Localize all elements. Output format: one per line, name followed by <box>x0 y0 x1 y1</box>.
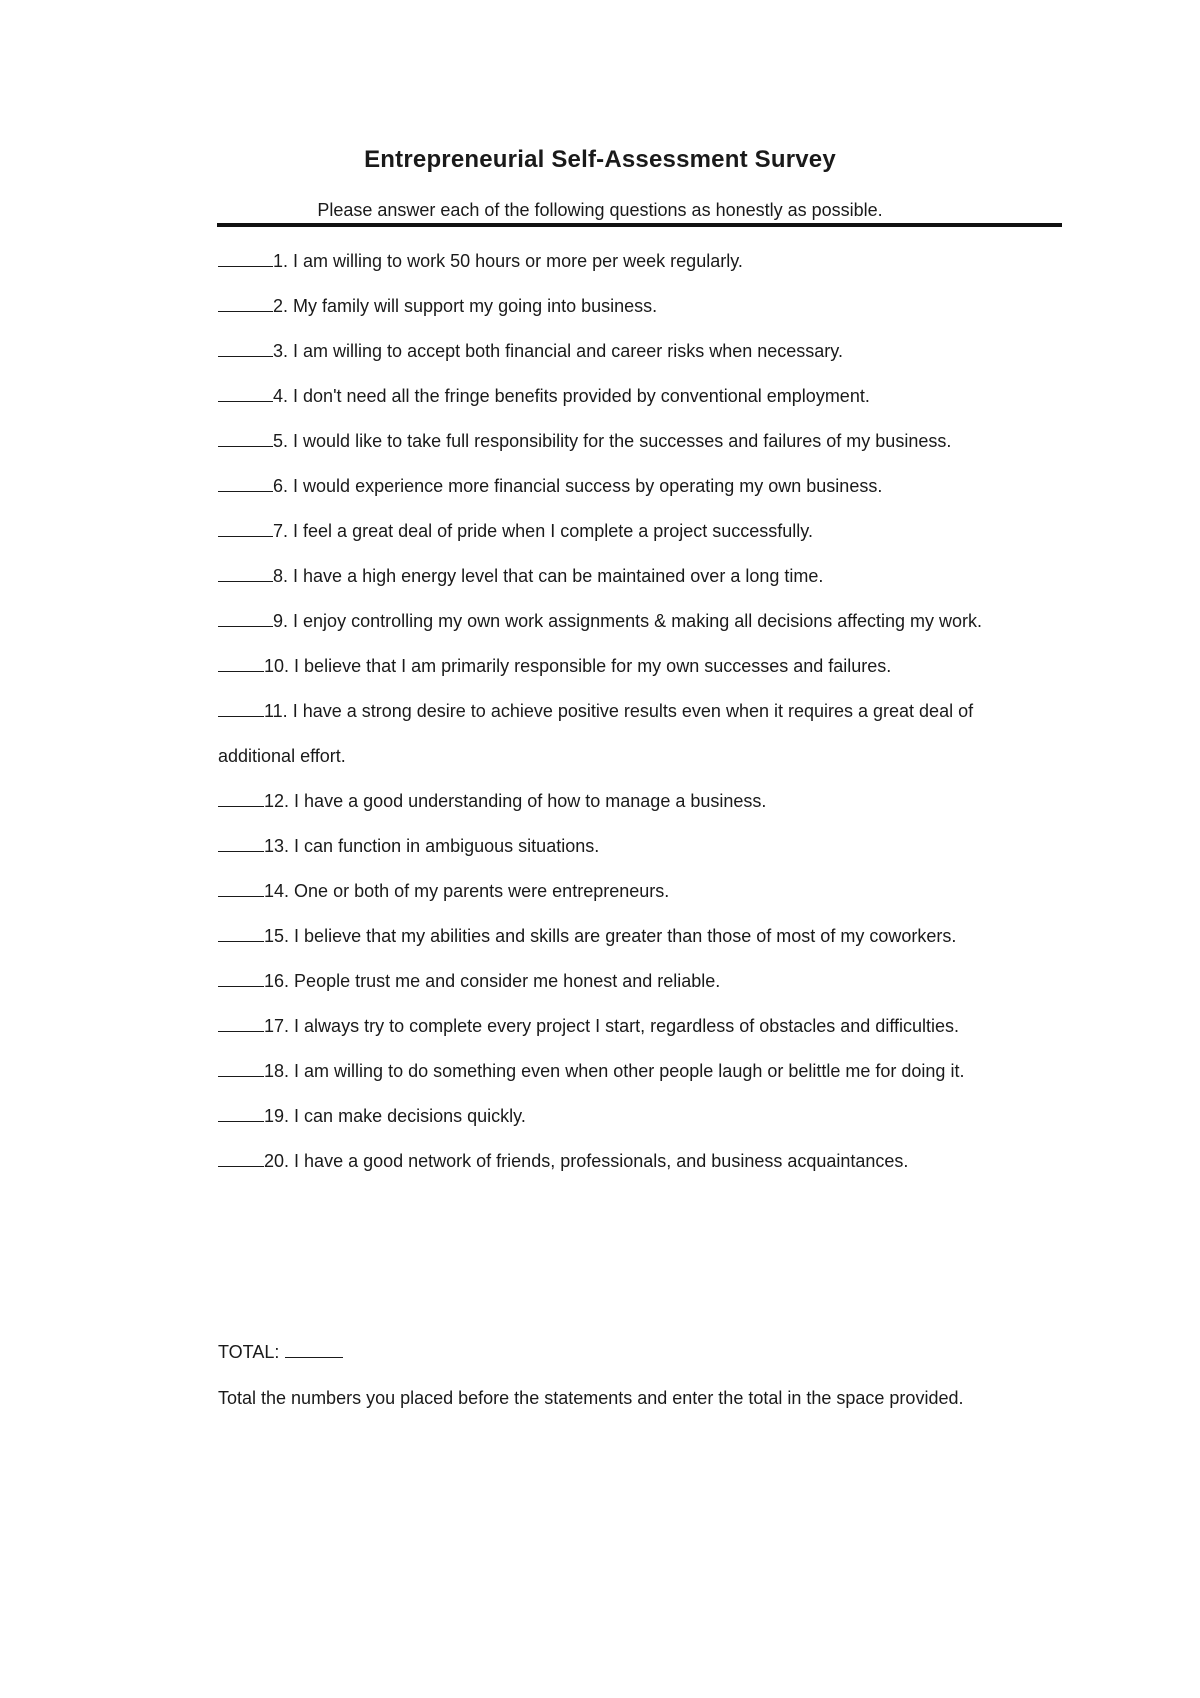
question-number: 16. <box>264 971 290 991</box>
question-number: 4. <box>273 386 289 406</box>
question-item <box>218 1011 1060 1041</box>
answer-blank[interactable] <box>218 833 264 852</box>
question-number: 3. <box>273 341 289 361</box>
question-item <box>218 516 1060 546</box>
question-text: My family will support my going into business. <box>293 296 658 316</box>
question-text: I enjoy controlling my own work assignments & making all decisions affecting my work. <box>293 611 982 631</box>
answer-blank[interactable] <box>218 1103 264 1122</box>
answer-blank[interactable] <box>218 1058 264 1077</box>
question-item <box>218 606 1060 636</box>
question-item <box>218 786 1060 816</box>
question-item <box>218 696 1060 726</box>
survey-title: Entrepreneurial Self-Assessment Survey <box>364 146 836 173</box>
question-number: 11. <box>264 701 288 721</box>
question-item <box>218 1101 1060 1131</box>
question-text: I believe that I am primarily responsible for my own successes and failures. <box>294 656 892 676</box>
question-text: I have a good network of friends, professionals, and business acquaintances. <box>294 1151 909 1171</box>
answer-blank[interactable] <box>218 473 273 492</box>
question-item <box>218 966 1060 996</box>
answer-blank[interactable] <box>218 1013 264 1032</box>
question-number: 1. <box>273 251 289 271</box>
survey-subtitle: Please answer each of the following questions as honestly as possible. <box>317 200 883 220</box>
question-text: I would like to take full responsibility for the successes and failures of my business. <box>293 431 952 451</box>
question-item <box>218 1056 1060 1086</box>
question-text: One or both of my parents were entrepreneurs. <box>294 881 670 901</box>
question-text: I can make decisions quickly. <box>294 1106 526 1126</box>
question-number: 14. <box>264 881 290 901</box>
question-item <box>218 381 1060 411</box>
question-number: 20. <box>264 1151 290 1171</box>
question-text: I feel a great deal of pride when I complete a project successfully. <box>293 521 813 541</box>
question-number: 17. <box>264 1016 290 1036</box>
total-blank[interactable] <box>285 1339 343 1358</box>
answer-blank[interactable] <box>218 698 264 717</box>
question-text: I always try to complete every project I start, regardless of obstacles and difficulties. <box>294 1016 960 1036</box>
answer-blank[interactable] <box>218 788 264 807</box>
question-text: I would experience more financial success by operating my own business. <box>293 476 883 496</box>
answer-blank[interactable] <box>218 968 264 987</box>
question-number: 13. <box>264 836 290 856</box>
question-text: I am willing to do something even when other people laugh or belittle me for doing it. <box>294 1061 965 1081</box>
question-text: I don't need all the fringe benefits provided by conventional employment. <box>293 386 870 406</box>
total-instructions: Total the numbers you placed before the statements and enter the total in the space provided. <box>218 1388 964 1408</box>
answer-blank[interactable] <box>218 338 273 357</box>
question-text: I believe that my abilities and skills are greater than those of most of my coworkers. <box>294 926 957 946</box>
answer-blank[interactable] <box>218 518 273 537</box>
answer-blank[interactable] <box>218 878 264 897</box>
question-number: 5. <box>273 431 289 451</box>
question-text: I can function in ambiguous situations. <box>294 836 600 856</box>
question-number: 9. <box>273 611 289 631</box>
answer-blank[interactable] <box>218 293 273 312</box>
question-number: 19. <box>264 1106 290 1126</box>
question-text: I have a high energy level that can be maintained over a long time. <box>293 566 824 586</box>
question-number: 2. <box>273 296 289 316</box>
question-number: 8. <box>273 566 289 586</box>
header-divider <box>217 223 1062 227</box>
answer-blank[interactable] <box>218 248 273 267</box>
question-item <box>218 651 1060 681</box>
question-item <box>218 1146 1060 1176</box>
answer-blank[interactable] <box>218 1148 264 1167</box>
question-item <box>218 561 1060 591</box>
question-text: I have a strong desire to achieve positive results even when it requires a great deal of <box>292 701 974 721</box>
question-text: additional effort. <box>218 746 346 766</box>
question-item <box>218 471 1060 501</box>
question-item <box>218 921 1060 951</box>
question-text: I have a good understanding of how to manage a business. <box>294 791 767 811</box>
answer-blank[interactable] <box>218 653 264 672</box>
question-number: 15. <box>264 926 290 946</box>
question-text: I am willing to work 50 hours or more per week regularly. <box>293 251 743 271</box>
question-number: 18. <box>264 1061 290 1081</box>
answer-blank[interactable] <box>218 383 273 402</box>
question-text: People trust me and consider me honest and reliable. <box>294 971 721 991</box>
question-item <box>218 336 1060 366</box>
total-label: TOTAL: <box>218 1342 280 1362</box>
answer-blank[interactable] <box>218 923 264 942</box>
question-number: 7. <box>273 521 289 541</box>
answer-blank[interactable] <box>218 428 273 447</box>
question-item <box>218 426 1060 456</box>
answer-blank[interactable] <box>218 563 273 582</box>
answer-blank[interactable] <box>218 608 273 627</box>
question-item <box>218 291 1060 321</box>
question-continuation <box>218 741 1060 771</box>
question-item <box>218 876 1060 906</box>
question-number: 10. <box>264 656 290 676</box>
question-item <box>218 831 1060 861</box>
question-item <box>218 246 1060 276</box>
question-text: I am willing to accept both financial and career risks when necessary. <box>293 341 843 361</box>
question-number: 6. <box>273 476 289 496</box>
question-number: 12. <box>264 791 290 811</box>
question-list <box>218 246 1060 1191</box>
total-line <box>218 1337 343 1367</box>
